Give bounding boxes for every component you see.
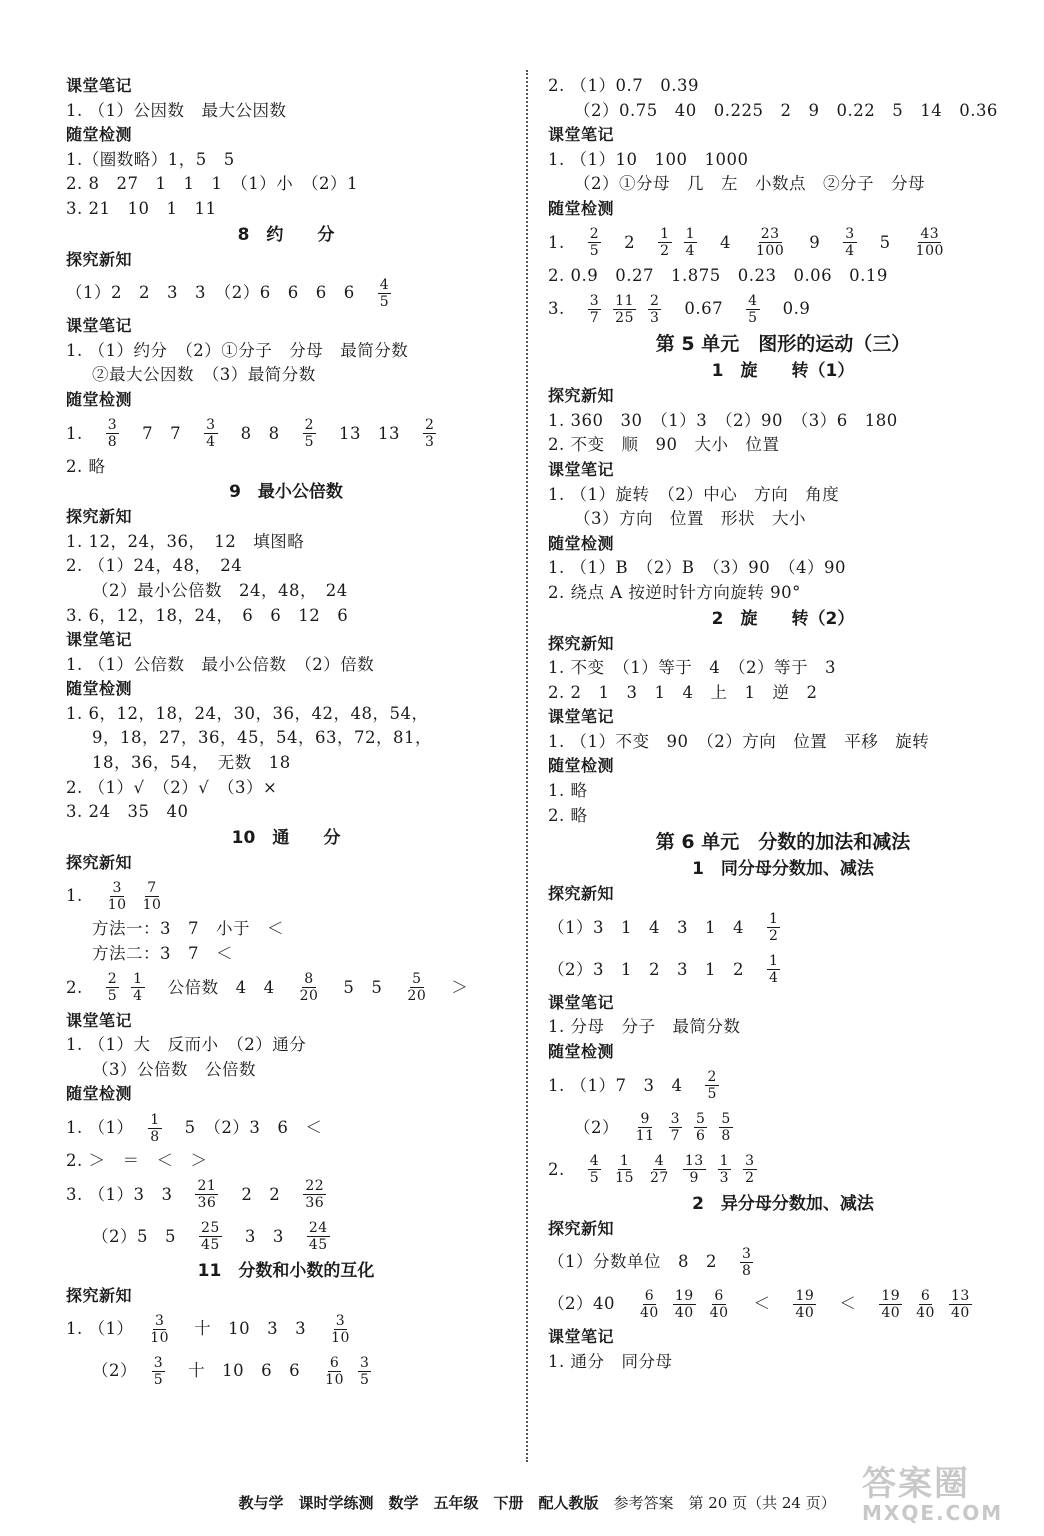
answer-text: 0.67: [667, 299, 741, 319]
fraction-denominator: 3: [650, 309, 660, 326]
answer-line: 1. 6，12，18，24，30，36，42，48，54，: [66, 703, 429, 723]
fraction-denominator: 2: [769, 928, 779, 945]
answer-line: （3）方向 位置 形状 大小: [574, 509, 806, 529]
answer-line: 2. 0.9 0.27 1.875 0.23 0.06 0.19: [548, 265, 888, 285]
fraction-numerator: 6: [714, 1287, 724, 1304]
fraction: [152, 1355, 165, 1388]
answer-line: 1.（圈数略）1，5 5: [66, 149, 235, 169]
fraction: [673, 1288, 696, 1321]
answer-line: 方法二：3 7 ＜: [92, 944, 233, 964]
fraction-denominator: 40: [881, 1304, 901, 1321]
answer-line: 1. 略: [548, 781, 588, 801]
answer-line-fractions: [548, 1241, 1018, 1283]
section-heading: 探究新知: [548, 633, 615, 653]
watermark-url: MXQE.COM: [862, 1501, 1004, 1525]
fraction: [303, 417, 316, 450]
fraction: [793, 1288, 816, 1321]
fraction: [914, 1288, 937, 1321]
answer-text: 5 （2）3 6 ＜: [167, 1118, 340, 1137]
answer-text: 0.9: [765, 299, 828, 319]
answer-text: （2）: [574, 1117, 628, 1137]
answer-line: 3. 6，12，18，24， 6 6 12 6: [66, 605, 349, 625]
section-heading: 探究新知: [548, 1218, 615, 1238]
fraction-denominator: 8: [742, 1262, 752, 1279]
fraction: [705, 1069, 718, 1102]
fraction: [423, 417, 436, 450]
fraction: [613, 293, 636, 326]
answer-text: 1.: [66, 423, 100, 443]
footer-page-info: 参考答案 第 20 页（共 24 页）: [613, 1494, 836, 1512]
answer-line: 1. （1）公因数 最大公因数: [66, 100, 287, 120]
answer-line-fractions: [66, 1350, 506, 1392]
answer-line: 3. 24 35 40: [66, 802, 189, 822]
fraction-denominator: 8: [150, 1128, 160, 1145]
answer-line: 1. 不变 （1）等于 4 （2）等于 3: [548, 658, 836, 678]
fraction-numerator: 8: [304, 971, 314, 988]
answer-line: 1. （1）不变 90 （2）方向 位置 平移 旋转: [548, 731, 930, 751]
fraction: [746, 293, 759, 326]
fraction-denominator: 8: [107, 434, 118, 451]
answer-text: （2）: [92, 1361, 146, 1381]
answer-line: 2. 绕点 A 按逆时针方向旋转 90°: [548, 582, 801, 602]
fraction-denominator: 7: [670, 1128, 680, 1145]
lesson-title: 1 旋 转（1）: [711, 361, 855, 382]
fraction-denominator: 5: [589, 1170, 600, 1187]
fraction-denominator: 40: [795, 1304, 815, 1321]
fraction-denominator: 4: [845, 243, 855, 260]
fraction: [638, 1288, 661, 1321]
answer-line: 1. （1）大 反而小 （2）通分: [66, 1035, 307, 1055]
fraction: [684, 226, 697, 259]
fraction-numerator: 1: [133, 971, 143, 988]
answer-line-fractions: [548, 1283, 1018, 1325]
section-heading: 随堂检测: [66, 1084, 133, 1104]
answer-text: 3.: [548, 299, 582, 319]
fraction: [199, 1220, 222, 1253]
fraction-denominator: 5: [153, 1371, 164, 1388]
fraction-numerator: 3: [335, 1312, 346, 1329]
fraction-denominator: 100: [915, 243, 944, 260]
answer-text: 2.: [66, 977, 100, 997]
answer-line-fractions: [548, 222, 1018, 264]
fraction-denominator: 36: [305, 1195, 325, 1212]
answer-line: 1. 通分 同分母: [548, 1351, 673, 1371]
lesson-title: 9 最小公倍数: [229, 482, 343, 503]
answer-text: 9: [792, 232, 838, 252]
answer-text: 3. （1）3 3: [66, 1184, 190, 1204]
fraction-numerator: 1: [769, 953, 779, 970]
answer-text: 2.: [548, 1159, 582, 1179]
fraction-denominator: 10: [142, 896, 162, 913]
answer-line: 1. （1）公倍数 最小公倍数 （2）倍数: [66, 654, 375, 674]
section-heading: 课堂笔记: [548, 707, 615, 727]
answer-text: 1. （1）: [66, 1118, 143, 1137]
fraction-denominator: 4: [206, 434, 216, 451]
fraction: [843, 226, 856, 259]
fraction-numerator: 1: [619, 1153, 630, 1170]
answer-text: 1.: [66, 886, 100, 906]
fraction-denominator: 6: [696, 1128, 706, 1145]
answer-line: 3. 21 10 1 11: [66, 198, 217, 218]
fraction-denominator: 4: [769, 970, 779, 987]
fraction-denominator: 40: [950, 1304, 970, 1321]
fraction-numerator: 1: [150, 1111, 160, 1128]
answer-line-fractions: [66, 1107, 506, 1149]
fraction: [613, 1153, 636, 1186]
fraction-denominator: 40: [709, 1304, 729, 1321]
fraction-numerator: 3: [742, 1245, 752, 1262]
fraction-numerator: 5: [696, 1111, 706, 1128]
fraction-numerator: 3: [153, 1354, 164, 1371]
fraction-numerator: 19: [881, 1287, 901, 1304]
answer-line: 2. 2 1 3 1 4 上 1 逆 2: [548, 682, 818, 702]
fraction-numerator: 9: [640, 1111, 650, 1128]
fraction-denominator: 5: [589, 243, 600, 260]
answer-line-fractions: [548, 949, 1018, 991]
fraction-numerator: 2: [650, 292, 660, 309]
answer-line: 18，36，54， 无数 18: [92, 753, 291, 773]
fraction: [648, 1153, 671, 1186]
fraction-numerator: 23: [760, 226, 780, 243]
lesson-title: 11 分数和小数的互化: [197, 1260, 375, 1281]
answer-line: 2. 8 27 1 1 1 （1）小 （2）1: [66, 174, 358, 194]
right-column: [548, 74, 1018, 1374]
section-heading: 随堂检测: [66, 679, 133, 699]
section-heading: 随堂检测: [548, 533, 615, 553]
fraction: [588, 226, 601, 259]
answer-text: 3 3: [227, 1226, 301, 1246]
fraction-numerator: 3: [107, 417, 118, 434]
fraction-numerator: 4: [748, 292, 758, 309]
answer-line-fractions: [66, 413, 506, 455]
answer-line: 9，18，27，36，45，54，63，72，81，: [92, 728, 432, 748]
fraction-denominator: 100: [756, 243, 785, 260]
answer-text: ＜: [736, 1294, 788, 1314]
answer-text: （1）2 2 3 3 （2）6 6 6 6: [66, 283, 372, 303]
section-heading: 随堂检测: [548, 1042, 615, 1062]
section-heading: 探究新知: [548, 884, 615, 904]
fraction: [204, 417, 217, 450]
answer-text: 4: [703, 232, 749, 252]
fraction: [329, 1313, 352, 1346]
fraction-denominator: 45: [201, 1237, 220, 1254]
fraction-denominator: 9: [689, 1170, 699, 1187]
fraction-denominator: 27: [650, 1170, 669, 1187]
answer-text: （2）40: [548, 1294, 632, 1314]
section-heading: 课堂笔记: [66, 76, 133, 95]
answer-line-fractions: [548, 288, 1018, 330]
lesson-title: 2 异分母分数加、减法: [692, 1193, 874, 1214]
answer-line: 1. （1）约分 （2）①分子 分母 最简分数: [66, 340, 409, 360]
fraction: [949, 1288, 972, 1321]
fraction-numerator: 2: [707, 1069, 717, 1086]
answer-text: 十 10 6 6: [171, 1361, 318, 1381]
fraction: [669, 1111, 682, 1144]
fraction: [718, 1153, 731, 1186]
column-divider: [526, 70, 528, 1462]
answer-line-fractions: [66, 1308, 506, 1350]
fraction: [303, 1178, 326, 1211]
answer-line: （3）公倍数 公倍数: [92, 1059, 256, 1079]
fraction-numerator: 3: [845, 226, 855, 243]
fraction-denominator: 8: [721, 1128, 731, 1145]
lesson-title: 10 通 分: [231, 827, 341, 848]
fraction-denominator: 10: [325, 1371, 344, 1388]
answer-line-fractions: [548, 907, 1018, 949]
answer-text: 8 8: [223, 423, 297, 443]
section-heading: 课堂笔记: [66, 316, 133, 336]
fraction-denominator: 20: [407, 988, 427, 1005]
fraction-numerator: 11: [615, 292, 634, 309]
fraction-denominator: 11: [635, 1128, 655, 1145]
fraction-numerator: 2: [304, 417, 315, 434]
section-heading: 课堂笔记: [548, 1327, 615, 1347]
answer-line: 1. （1）旋转 （2）中心 方向 角度: [548, 484, 840, 504]
fraction: [740, 1246, 753, 1279]
section-heading: 随堂检测: [548, 756, 615, 776]
answer-text: 7 7: [125, 423, 199, 443]
fraction: [708, 1288, 731, 1321]
answer-text: ＞: [434, 977, 486, 997]
fraction: [767, 911, 780, 944]
answer-line-fractions: [66, 967, 506, 1009]
answer-line-fractions: [66, 1174, 506, 1216]
fraction-numerator: 4: [379, 276, 390, 293]
fraction-numerator: 4: [654, 1153, 665, 1170]
section-heading: 探究新知: [66, 1285, 133, 1305]
answer-line: 2. 不变 顺 90 大小 位置: [548, 435, 780, 455]
watermark-logo: [862, 1456, 1034, 1528]
fraction: [195, 1178, 218, 1211]
footer-book-title: 教与学 课时学练测 数学 五年级 下册 配人教版: [238, 1494, 599, 1512]
section-heading: 课堂笔记: [548, 125, 615, 145]
fraction: [358, 1355, 371, 1388]
answer-text: 13 13: [322, 423, 418, 443]
answer-text: 公倍数 4 4: [150, 977, 292, 997]
answer-text: （2）3 1 2 3 1 2: [548, 959, 761, 979]
fraction-denominator: 10: [331, 1329, 350, 1346]
fraction-numerator: 6: [644, 1287, 655, 1304]
fraction-denominator: 45: [308, 1237, 328, 1254]
fraction: [588, 1153, 601, 1186]
section-heading: 探究新知: [66, 507, 133, 527]
answer-text: 5: [862, 232, 908, 252]
fraction-denominator: 5: [360, 1371, 370, 1388]
answer-text: （1）3 1 4 3 1 4: [548, 917, 761, 937]
fraction-denominator: 4: [133, 988, 143, 1005]
fraction: [307, 1220, 330, 1253]
fraction: [719, 1111, 732, 1144]
section-heading: 随堂检测: [66, 389, 133, 409]
fraction: [131, 971, 144, 1004]
fraction: [106, 971, 119, 1004]
fraction-denominator: 10: [150, 1329, 170, 1346]
fraction-numerator: 1: [660, 226, 670, 243]
fraction-numerator: 2: [107, 971, 118, 988]
fraction: [148, 1112, 161, 1145]
fraction-numerator: 19: [674, 1287, 694, 1304]
fraction-numerator: 2: [425, 417, 435, 434]
answer-line: 1. 360 30 （1）3 （2）90 （3）6 180: [548, 410, 898, 430]
fraction-denominator: 3: [719, 1170, 730, 1187]
fraction-numerator: 7: [147, 879, 157, 896]
fraction-denominator: 40: [674, 1304, 694, 1321]
fraction-numerator: 3: [745, 1153, 755, 1170]
answer-line-fractions: [66, 875, 506, 917]
answer-line: ②最大公因数 （3）最简分数: [92, 365, 316, 385]
section-heading: 随堂检测: [66, 125, 133, 145]
fraction-numerator: 43: [920, 226, 940, 243]
answer-line: 2. 略: [66, 456, 106, 476]
fraction: [694, 1111, 707, 1144]
answer-text: （2）5 5: [92, 1226, 193, 1246]
fraction: [754, 226, 786, 259]
answer-line-fractions: [548, 1107, 1018, 1149]
fraction: [298, 971, 321, 1004]
left-column: [66, 74, 506, 1392]
answer-line: 1. 12，24，36， 12 填图略: [66, 531, 305, 551]
answer-line: 1. 分母 分子 最简分数: [548, 1017, 741, 1037]
fraction-denominator: 7: [589, 309, 600, 326]
fraction-denominator: 2: [660, 243, 670, 260]
fraction: [879, 1288, 902, 1321]
watermark-text: 答案圈: [862, 1464, 970, 1504]
unit-title: 第 6 单元 分数的加法和减法: [655, 831, 911, 854]
answer-line: （2）①分母 几 左 小数点 ②分子 分母: [574, 174, 925, 194]
fraction-numerator: 13: [684, 1153, 704, 1170]
answer-line: 2. 略: [548, 805, 588, 825]
fraction: [141, 880, 164, 913]
fraction: [683, 1153, 706, 1186]
fraction-denominator: 20: [299, 988, 319, 1005]
fraction: [743, 1153, 756, 1186]
section-heading: 课堂笔记: [548, 992, 615, 1012]
section-heading: 探究新知: [66, 249, 133, 269]
section-heading: 探究新知: [66, 852, 133, 872]
fraction-denominator: 36: [197, 1195, 217, 1212]
fraction-denominator: 40: [640, 1304, 659, 1321]
lesson-title: 1 同分母分数加、减法: [692, 859, 874, 880]
fraction: [648, 293, 661, 326]
fraction: [634, 1111, 657, 1144]
answer-text: 十 10 3 3: [177, 1319, 324, 1339]
fraction-denominator: 10: [107, 896, 127, 913]
section-heading: 课堂笔记: [66, 1010, 133, 1030]
fraction-numerator: 5: [721, 1111, 731, 1128]
answer-line-fractions: [548, 1149, 1018, 1191]
fraction-numerator: 2: [589, 226, 600, 243]
fraction-numerator: 1: [769, 911, 779, 928]
unit-title: 第 5 单元 图形的运动（三）: [655, 333, 911, 356]
fraction-numerator: 21: [197, 1178, 217, 1195]
answer-line: （2）0.75 40 0.225 2 9 0.22 5 14 0.36: [574, 100, 998, 120]
fraction-denominator: 3: [425, 434, 435, 451]
fraction: [914, 226, 946, 259]
fraction-numerator: 22: [305, 1178, 325, 1195]
fraction-denominator: 5: [379, 293, 390, 310]
fraction: [767, 953, 780, 986]
section-heading: 随堂检测: [548, 198, 615, 218]
fraction-numerator: 1: [719, 1153, 730, 1170]
answer-line: 2. （1）0.7 0.39: [548, 76, 699, 95]
fraction-denominator: 25: [615, 309, 634, 326]
answer-text: 5 5: [326, 977, 400, 997]
fraction-denominator: 15: [615, 1170, 634, 1187]
section-heading: 课堂笔记: [548, 459, 615, 479]
answer-text: ＜: [822, 1294, 874, 1314]
answer-line: 方法一：3 7 小于 ＜: [92, 919, 284, 939]
answer-text: （1）分数单位 8 2: [548, 1252, 734, 1272]
fraction: [658, 226, 671, 259]
lesson-title: 2 旋 转（2）: [711, 608, 855, 629]
fraction: [106, 880, 129, 913]
answer-line-fractions: [66, 272, 506, 314]
answer-text: 1. （1）: [66, 1319, 143, 1339]
fraction-numerator: 25: [201, 1220, 220, 1237]
fraction-numerator: 3: [206, 417, 216, 434]
answer-line-fractions: [66, 1216, 506, 1258]
fraction: [588, 293, 601, 326]
fraction-denominator: 5: [748, 309, 758, 326]
fraction-denominator: 5: [707, 1086, 717, 1103]
fraction-numerator: 3: [360, 1354, 370, 1371]
fraction-numerator: 5: [412, 971, 422, 988]
fraction: [106, 417, 119, 450]
lesson-title: 8 约 分: [237, 224, 335, 245]
fraction-numerator: 3: [670, 1111, 680, 1128]
fraction-numerator: 6: [920, 1287, 931, 1304]
answer-line: （2）最小公倍数 24，48， 24: [92, 580, 348, 600]
answer-line: 2. （1）√ （2）√ （3）×: [66, 777, 278, 797]
fraction-denominator: 2: [745, 1170, 755, 1187]
answer-line: 1. （1）10 100 1000: [548, 149, 749, 169]
fraction: [148, 1313, 171, 1346]
fraction: [378, 277, 391, 310]
fraction-denominator: 5: [304, 434, 315, 451]
answer-text: 1.: [548, 232, 582, 252]
fraction-denominator: 40: [916, 1304, 935, 1321]
fraction-numerator: 13: [950, 1287, 970, 1304]
fraction-numerator: 6: [329, 1354, 340, 1371]
answer-text: 1. （1）7 3 4: [548, 1075, 700, 1095]
fraction-numerator: 4: [589, 1153, 600, 1170]
section-heading: 课堂笔记: [66, 630, 133, 650]
fraction-denominator: 5: [107, 988, 118, 1005]
fraction-numerator: 3: [112, 879, 122, 896]
answer-text: 2: [607, 232, 653, 252]
fraction-numerator: 24: [308, 1220, 328, 1237]
answer-line: 2. ＞ ＝ ＜ ＞: [66, 1151, 208, 1170]
answer-line: 2. （1）24，48， 24: [66, 556, 243, 576]
fraction: [405, 971, 428, 1004]
fraction-numerator: 3: [589, 292, 600, 309]
fraction-numerator: 3: [154, 1312, 165, 1329]
answer-text: 2 2: [224, 1184, 298, 1204]
fraction-numerator: 1: [685, 226, 696, 243]
answer-line-fractions: [548, 1065, 1018, 1107]
answer-line: 1. （1）B （2）B （3）90 （4）90: [548, 558, 846, 578]
fraction-denominator: 4: [685, 243, 696, 260]
section-heading: 探究新知: [548, 386, 615, 406]
fraction: [323, 1355, 346, 1388]
fraction-numerator: 19: [795, 1287, 815, 1304]
